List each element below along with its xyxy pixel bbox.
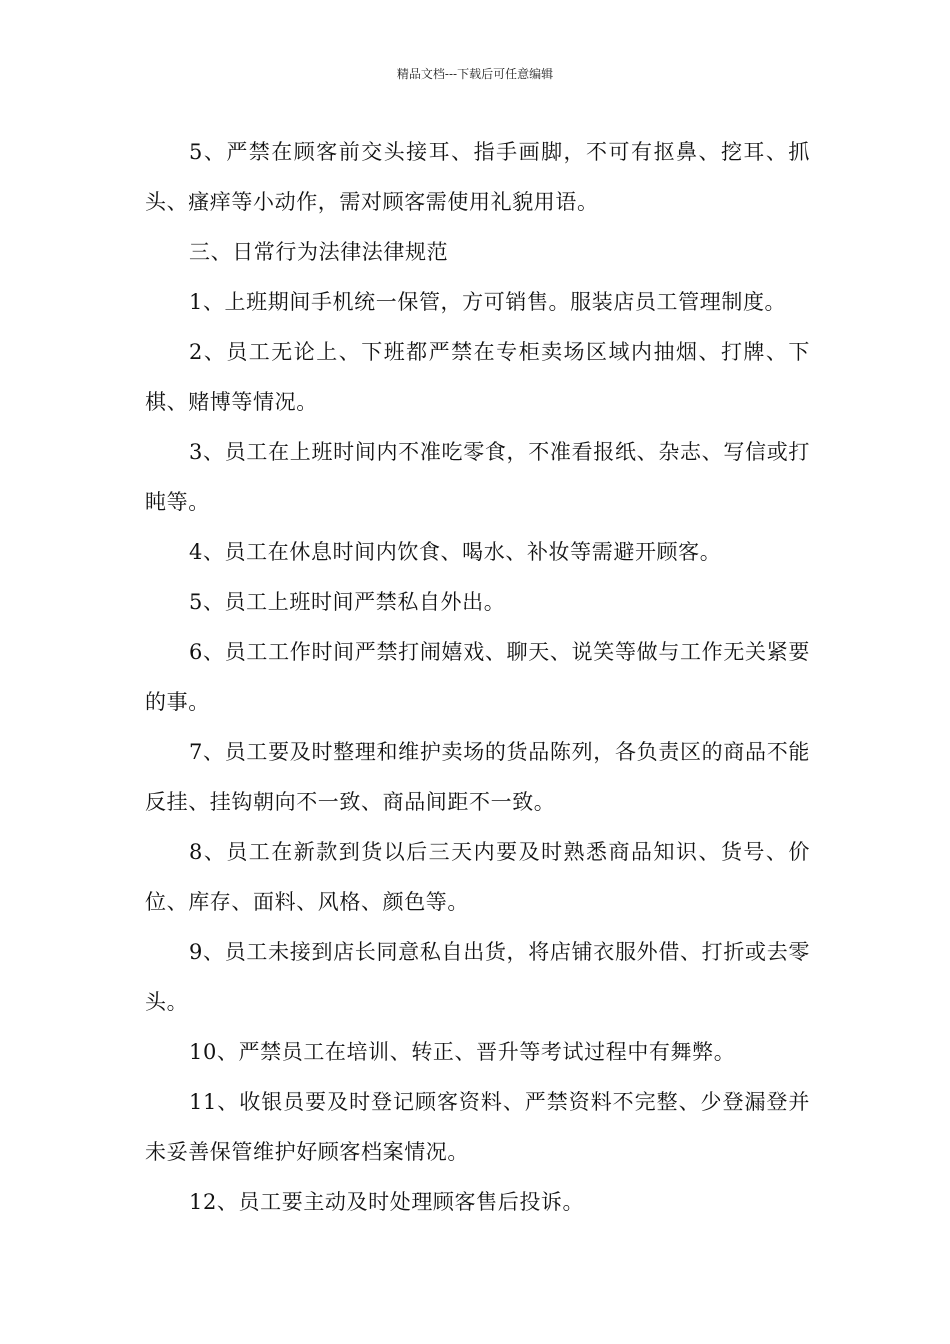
paragraph-rule-2: 2、员工无论上、下班都严禁在专柜卖场区域内抽烟、打牌、下棋、赌博等情况。 <box>145 340 810 414</box>
paragraph-rule-5: 5、员工上班时间严禁私自外出。 <box>189 590 506 614</box>
paragraph-rule-3: 3、员工在上班时间内不准吃零食，不准看报纸、杂志、写信或打盹等。 <box>145 440 810 514</box>
section-heading-daily-conduct: 三、日常行为法律法律规范 <box>189 240 449 264</box>
paragraph-rule-7: 7、员工要及时整理和维护卖场的货品陈列，各负责区的商品不能反挂、挂钩朝向不一致、商品间距不一致。 <box>145 740 810 814</box>
paragraph-rule-11: 11、收银员要及时登记顾客资料、严禁资料不完整、少登漏登并未妥善保管维护好顾客档案情况。 <box>145 1090 810 1164</box>
paragraph-rule-9: 9、员工未接到店长同意私自出货，将店铺衣服外借、打折或去零头。 <box>145 940 810 1014</box>
paragraph-rule-12: 12、员工要主动及时处理顾客售后投诉。 <box>189 1190 585 1214</box>
paragraph-rule-6: 6、员工工作时间严禁打闹嬉戏、聊天、说笑等做与工作无关紧要的事。 <box>145 640 810 714</box>
paragraph-rule-5-courtesy: 5、严禁在顾客前交头接耳、指手画脚，不可有抠鼻、挖耳、抓头、瘙痒等小动作，需对顾客需使用礼貌用语。 <box>145 140 810 214</box>
paragraph-rule-10: 10、严禁员工在培训、转正、晋升等考试过程中有舞弊。 <box>189 1040 736 1064</box>
paragraph-rule-8: 8、员工在新款到货以后三天内要及时熟悉商品知识、货号、价位、库存、面料、风格、颜色等。 <box>145 840 810 914</box>
page-header: 精品文档---下载后可任意编辑 <box>396 67 554 81</box>
document-body <box>145 127 810 1227</box>
paragraph-rule-4: 4、员工在休息时间内饮食、喝水、补妆等需避开顾客。 <box>189 540 722 564</box>
paragraph-rule-1: 1、上班期间手机统一保管，方可销售。服装店员工管理制度。 <box>189 290 787 314</box>
